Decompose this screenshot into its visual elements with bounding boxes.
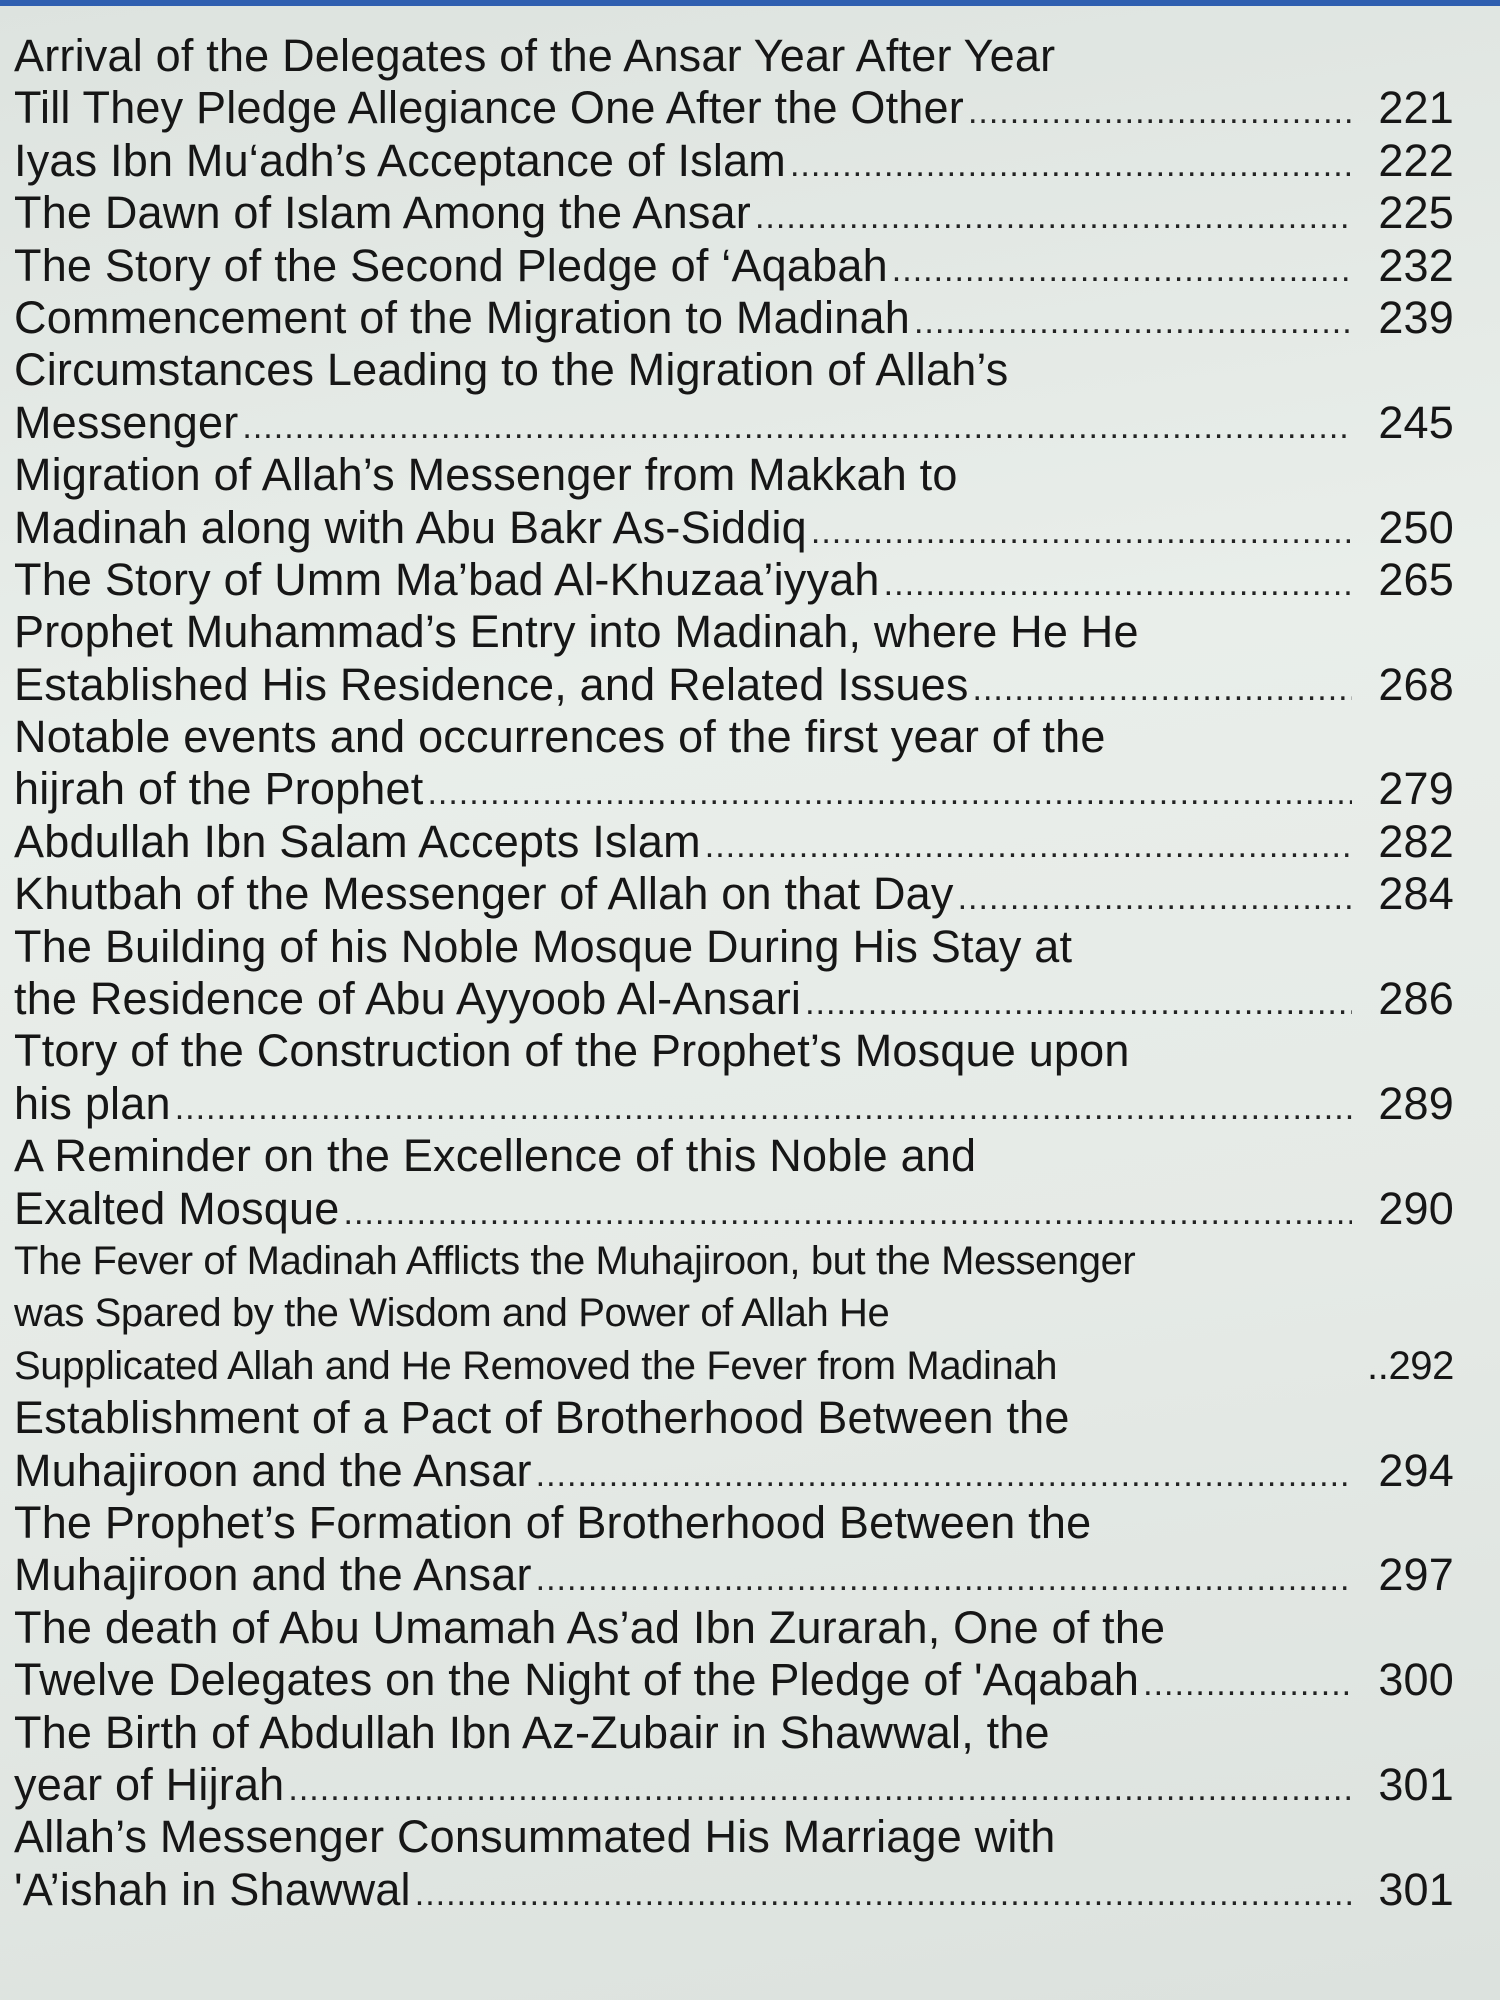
toc-entry-line <box>14 240 1454 292</box>
dot-leader <box>705 820 1352 868</box>
dot-leader <box>755 191 1352 239</box>
toc-entry-title: Muhajiroon and the Ansar <box>14 1549 532 1601</box>
dot-leader <box>914 296 1352 344</box>
dot-leader <box>790 139 1352 187</box>
toc-entry-title: Twelve Delegates on the Night of the Pledge of 'Aqabah <box>14 1654 1140 1706</box>
toc-entry-title: Iyas Ibn Mu‘adh’s Acceptance of Islam <box>14 134 786 186</box>
toc-entry-title: Commencement of the Migration to Madinah <box>14 291 910 343</box>
toc-entry-line <box>14 187 1454 239</box>
toc-entry-line <box>14 1078 1454 1130</box>
toc-entry-title: The Dawn of Islam Among the Ansar <box>14 187 751 239</box>
toc-page-number: 290 <box>1378 1182 1454 1234</box>
toc-page-number: 221 <box>1378 82 1454 134</box>
toc-entry-title: Notable events and occurrences of the first year of the <box>14 711 1106 763</box>
toc-entry-line <box>14 763 1454 815</box>
toc-entry-line <box>14 816 1454 868</box>
toc-entry-line <box>14 1654 1454 1706</box>
cover-edge <box>0 0 1500 6</box>
toc-entry-line <box>14 1287 1454 1339</box>
dot-leader <box>427 767 1352 815</box>
toc-page-number: 301 <box>1378 1863 1454 1915</box>
toc-entry-title: Exalted Mosque <box>14 1182 340 1234</box>
dot-leader <box>175 1082 1352 1130</box>
toc-entry-line <box>14 1811 1454 1863</box>
toc-entry-line <box>14 868 1454 920</box>
toc-entry-line <box>14 292 1454 344</box>
dot-leader <box>805 977 1352 1025</box>
toc-entry-title: The Prophet’s Formation of Brotherhood Between the <box>14 1496 1092 1548</box>
toc-entry-title: Messenger <box>14 396 239 448</box>
toc-entry-line <box>14 1183 1454 1235</box>
toc-entry-line <box>14 921 1454 973</box>
toc-entry-title: The Building of his Noble Mosque During His Stay at <box>14 920 1073 972</box>
toc-entry-title: 'A’ishah in Shawwal <box>14 1863 411 1915</box>
toc-entry-line <box>14 1235 1454 1287</box>
toc-entry-line <box>14 1340 1454 1392</box>
dot-leader <box>536 1449 1352 1497</box>
toc-page-number: 282 <box>1378 815 1454 867</box>
toc-entry-line <box>14 1759 1454 1811</box>
toc-entry-line <box>14 1025 1454 1077</box>
toc-entry-title: Circumstances Leading to the Migration of Allah’s <box>14 344 1009 396</box>
toc-entry-title: Arrival of the Delegates of the Ansar Year After Year <box>14 30 1056 81</box>
toc-entry-line <box>14 1707 1454 1759</box>
dot-leader <box>1143 1658 1352 1706</box>
dot-leader <box>536 1553 1352 1601</box>
toc-entry-line <box>14 554 1454 606</box>
dot-leader <box>415 1868 1352 1916</box>
toc-page-number: 232 <box>1378 239 1454 291</box>
dot-leader <box>811 506 1352 554</box>
toc-entry-title: Migration of Allah’s Messenger from Makkah to <box>14 449 958 501</box>
toc-entry-title: Prophet Muhammad’s Entry into Madinah, where He He <box>14 606 1139 658</box>
dot-leader <box>242 401 1352 449</box>
toc-entry-title: Establishment of a Pact of Brotherhood Between the <box>14 1392 1070 1444</box>
toc-entry-title: the Residence of Abu Ayyoob Al-Ansari <box>14 973 802 1025</box>
toc-entry-line <box>14 30 1454 82</box>
toc-page-number: 294 <box>1378 1444 1454 1496</box>
toc-page-number: 286 <box>1378 973 1454 1025</box>
toc-entry-line <box>14 711 1454 763</box>
toc-entry-title: Muhajiroon and the Ansar <box>14 1444 532 1496</box>
toc-entry-title: A Reminder on the Excellence of this Noble and <box>14 1130 977 1182</box>
toc-entry-title: Ttory of the Construction of the Prophet’s Mosque upon <box>14 1025 1130 1077</box>
toc-entry-line <box>14 606 1454 658</box>
toc-entry-title: Allah’s Messenger Consummated His Marriage with <box>14 1811 1056 1863</box>
toc-entry-title: was Spared by the Wisdom and Power of Allah He <box>14 1291 890 1336</box>
toc-entry-line <box>14 973 1454 1025</box>
toc-page-number: 265 <box>1378 553 1454 605</box>
toc-entry-title: The Fever of Madinah Afflicts the Muhajiroon, but the Messenger <box>14 1238 1136 1283</box>
dot-leader <box>288 1763 1352 1811</box>
toc-entry-title: year of Hijrah <box>14 1758 285 1810</box>
toc-page-number: 245 <box>1378 396 1454 448</box>
dot-leader <box>892 244 1352 292</box>
toc-entry-title: hijrah of the Prophet <box>14 763 424 815</box>
toc-entry-line <box>14 502 1454 554</box>
toc-entry-title: Khutbah of the Messenger of Allah on that Day <box>14 868 954 920</box>
toc-entry-line <box>14 659 1454 711</box>
dot-leader <box>968 86 1352 134</box>
toc-entry-title: Abdullah Ibn Salam Accepts Islam <box>14 815 701 867</box>
toc-page-number: 301 <box>1378 1758 1454 1810</box>
toc-entry-title: Supplicated Allah and He Removed the Fever from Madinah <box>14 1343 1058 1388</box>
toc-entry-line <box>14 1497 1454 1549</box>
toc-entry-line <box>14 1864 1454 1916</box>
toc-entry-line <box>14 1130 1454 1182</box>
dot-leader <box>344 1187 1353 1235</box>
toc-entry-title: Till They Pledge Allegiance One After the Other <box>14 82 964 134</box>
toc-entry-title: his plan <box>14 1077 171 1129</box>
toc-entry-line <box>14 82 1454 134</box>
toc-entry-title: The Birth of Abdullah Ibn Az-Zubair in Shawwal, the <box>14 1706 1050 1758</box>
toc-entry-title: Established His Residence, and Related Issues <box>14 658 969 710</box>
toc-page-number: 250 <box>1378 501 1454 553</box>
toc-entry-title: The death of Abu Umamah As’ad Ibn Zurarah, One of the <box>14 1601 1166 1653</box>
toc-entry-line <box>14 135 1454 187</box>
toc-page-number: 289 <box>1378 1077 1454 1129</box>
toc-page-number: 297 <box>1378 1549 1454 1601</box>
toc-entry-title: Madinah along with Abu Bakr As-Siddiq <box>14 501 807 553</box>
toc-page-number: 284 <box>1378 868 1454 920</box>
toc-entry-line <box>14 449 1454 501</box>
toc-page-number: 222 <box>1378 134 1454 186</box>
toc-page-number: ..292 <box>1367 1343 1454 1388</box>
dot-leader <box>973 663 1352 711</box>
toc-entry-line <box>14 1392 1454 1444</box>
table-of-contents <box>14 30 1454 1916</box>
toc-entry-line <box>14 1445 1454 1497</box>
toc-page-number: 279 <box>1378 763 1454 815</box>
toc-page-number: 268 <box>1378 658 1454 710</box>
dot-leader <box>958 872 1352 920</box>
toc-page-number: 225 <box>1378 187 1454 239</box>
dot-leader <box>884 558 1352 606</box>
toc-page-number: 300 <box>1378 1654 1454 1706</box>
toc-entry-line <box>14 397 1454 449</box>
toc-entry-line <box>14 344 1454 396</box>
toc-entry-line <box>14 1602 1454 1654</box>
toc-entry-title: The Story of the Second Pledge of ‘Aqabah <box>14 239 888 291</box>
toc-entry-line <box>14 1549 1454 1601</box>
toc-page-number: 239 <box>1378 291 1454 343</box>
toc-entry-title: The Story of Umm Ma’bad Al-Khuzaa’iyyah <box>14 553 880 605</box>
